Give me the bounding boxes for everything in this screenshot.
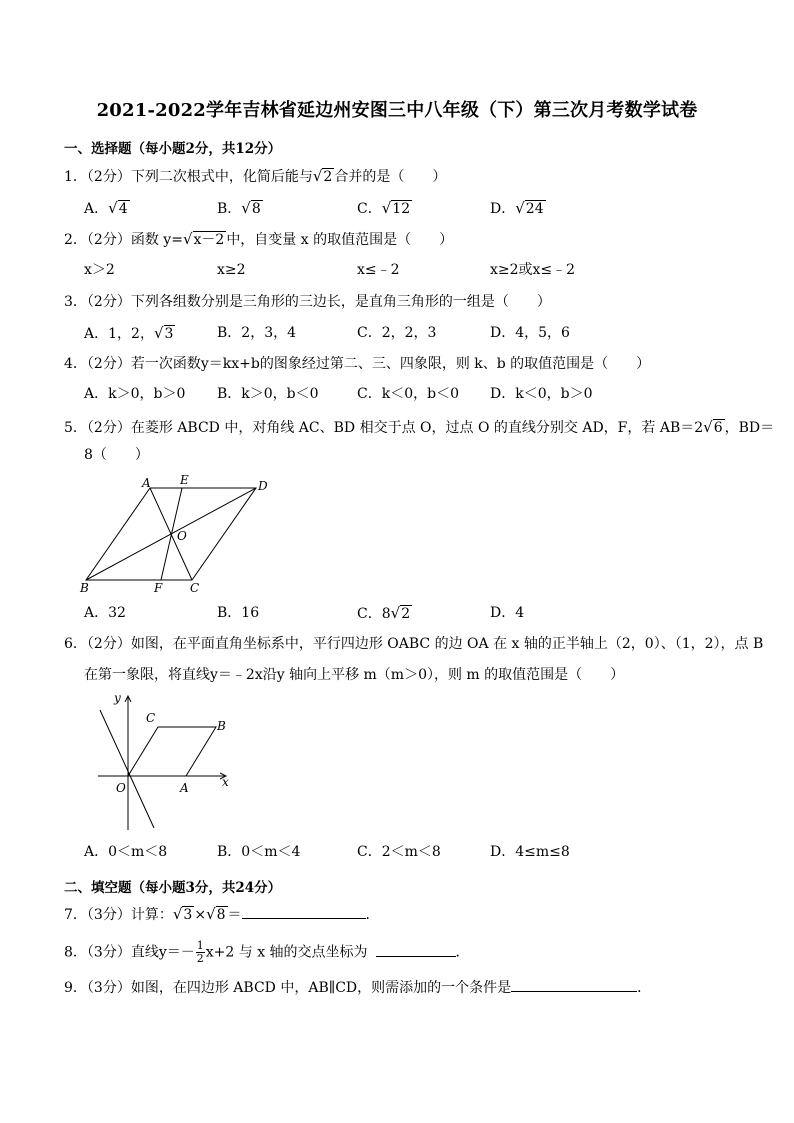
label-o: O [177, 529, 187, 543]
q1-option-c[interactable]: C．√12 [357, 199, 411, 217]
coordinate-figure [96, 690, 246, 832]
label-a: A [180, 781, 189, 795]
q4-option-d[interactable]: D．k＜0，b＞0 [490, 386, 593, 402]
q9-answer-blank[interactable] [511, 977, 637, 992]
q2-option-d[interactable]: x≥2或x≤﹣2 [490, 262, 576, 278]
page-title: 2021-2022学年吉林省延边州安图三中八年级（下）第三次月考数学试卷 [96, 100, 698, 121]
question-8: 8．（3分）直线y＝－ $\frac{1}{2}$ x+2 与 x 轴的交点坐标为 ． [64, 939, 470, 965]
label-b: B [80, 581, 89, 595]
question-5-line2: 8（ ） [84, 447, 149, 463]
label-o: O [116, 781, 126, 795]
q6-option-d[interactable]: D．4≤m≤8 [490, 844, 570, 860]
q6-option-a[interactable]: A．0＜m＜8 [84, 844, 168, 860]
q1-option-d[interactable]: D．√24 [490, 199, 544, 217]
q2-option-b[interactable]: x≥2 [217, 262, 246, 278]
q5-option-b[interactable]: B．16 [217, 605, 260, 621]
q2-option-a[interactable]: x＞2 [84, 262, 115, 278]
q3-option-b[interactable]: B．2，3，4 [217, 325, 297, 341]
q8-answer-blank[interactable] [376, 942, 456, 957]
sqrt-expression: √2 [312, 167, 333, 185]
label-b: B [217, 719, 226, 733]
section-choice-heading: 一、选择题（每小题2分，共12分） [64, 141, 282, 157]
section-fill-heading: 二、填空题（每小题3分，共24分） [64, 880, 282, 896]
q4-option-c[interactable]: C．k＜0，b＜0 [357, 386, 459, 402]
label-c: C [146, 711, 156, 725]
q5-option-a[interactable]: A．32 [84, 605, 126, 621]
question-2: 2．（2分）函数 y=√x－2 中，自变量 x 的取值范围是（ ） [64, 230, 454, 248]
q1-option-a[interactable]: A．√4 [84, 199, 128, 217]
label-e: E [180, 473, 189, 487]
question-5: 5．（2分）在菱形 ABCD 中，对角线 AC、BD 相交于点 O，过点 O 的直线分别交 AD，F，若 AB＝2√6 ，BD＝ [64, 418, 775, 436]
question-6: 6．（2分）如图，在平面直角坐标系中，平行四边形 OABC 的边 OA 在 x 轴的正半轴上（2，0）、（1，2），点 B [64, 636, 764, 652]
q3-option-c[interactable]: C．2，2，3 [357, 325, 437, 341]
q7-answer-blank[interactable] [242, 904, 366, 919]
rhombus-figure [78, 470, 278, 598]
q6-option-b[interactable]: B．0＜m＜4 [217, 844, 301, 860]
question-4: 4．（2分）若一次函数y＝kx+b的图象经过第二、三、四象限，则 k、b 的取值范围是（ ） [64, 356, 651, 372]
question-6-line2: 在第一象限，将直线y＝﹣2x沿y 轴向上平移 m（m＞0），则 m 的取值范围是（ ） [84, 667, 625, 683]
q4-option-a[interactable]: A．k＞0，b＞0 [84, 386, 186, 402]
question-9: 9．（3分）如图，在四边形 ABCD 中，AB∥CD，则需添加的一个条件是 ． [64, 977, 651, 998]
q3-option-a[interactable]: A．1，2，√3 [84, 324, 174, 342]
q5-option-c[interactable]: C．8√2 [357, 604, 411, 622]
q2-option-c[interactable]: x≤﹣2 [357, 262, 400, 278]
q6-option-c[interactable]: C．2＜m＜8 [357, 844, 441, 860]
fraction-one-half: $\frac{1}{2}$ [196, 939, 204, 965]
line-y-minus-2x [100, 710, 154, 828]
question-1: 1．（2分）下列二次根式中，化简后能与√2 合并的是（ ） [64, 167, 447, 185]
label-y: y [114, 691, 121, 705]
label-x: x [222, 775, 229, 789]
label-a: A [142, 476, 151, 490]
label-d: D [258, 479, 268, 493]
q3-option-d[interactable]: D．4，5，6 [490, 325, 570, 341]
q1-option-b[interactable]: B．√8 [217, 199, 261, 217]
q5-option-d[interactable]: D．4 [490, 605, 525, 621]
label-f: F [154, 581, 163, 595]
parallelogram-oabc [128, 727, 216, 776]
question-7: 7．（3分）计算：√3 ×√8 ＝ ． [64, 905, 380, 923]
q4-option-b[interactable]: B．k＞0，b＜0 [217, 386, 319, 402]
question-3: 3．（2分）下列各组数分别是三角形的三边长，是直角三角形的一组是（ ） [64, 294, 551, 310]
label-c: C [190, 581, 200, 595]
